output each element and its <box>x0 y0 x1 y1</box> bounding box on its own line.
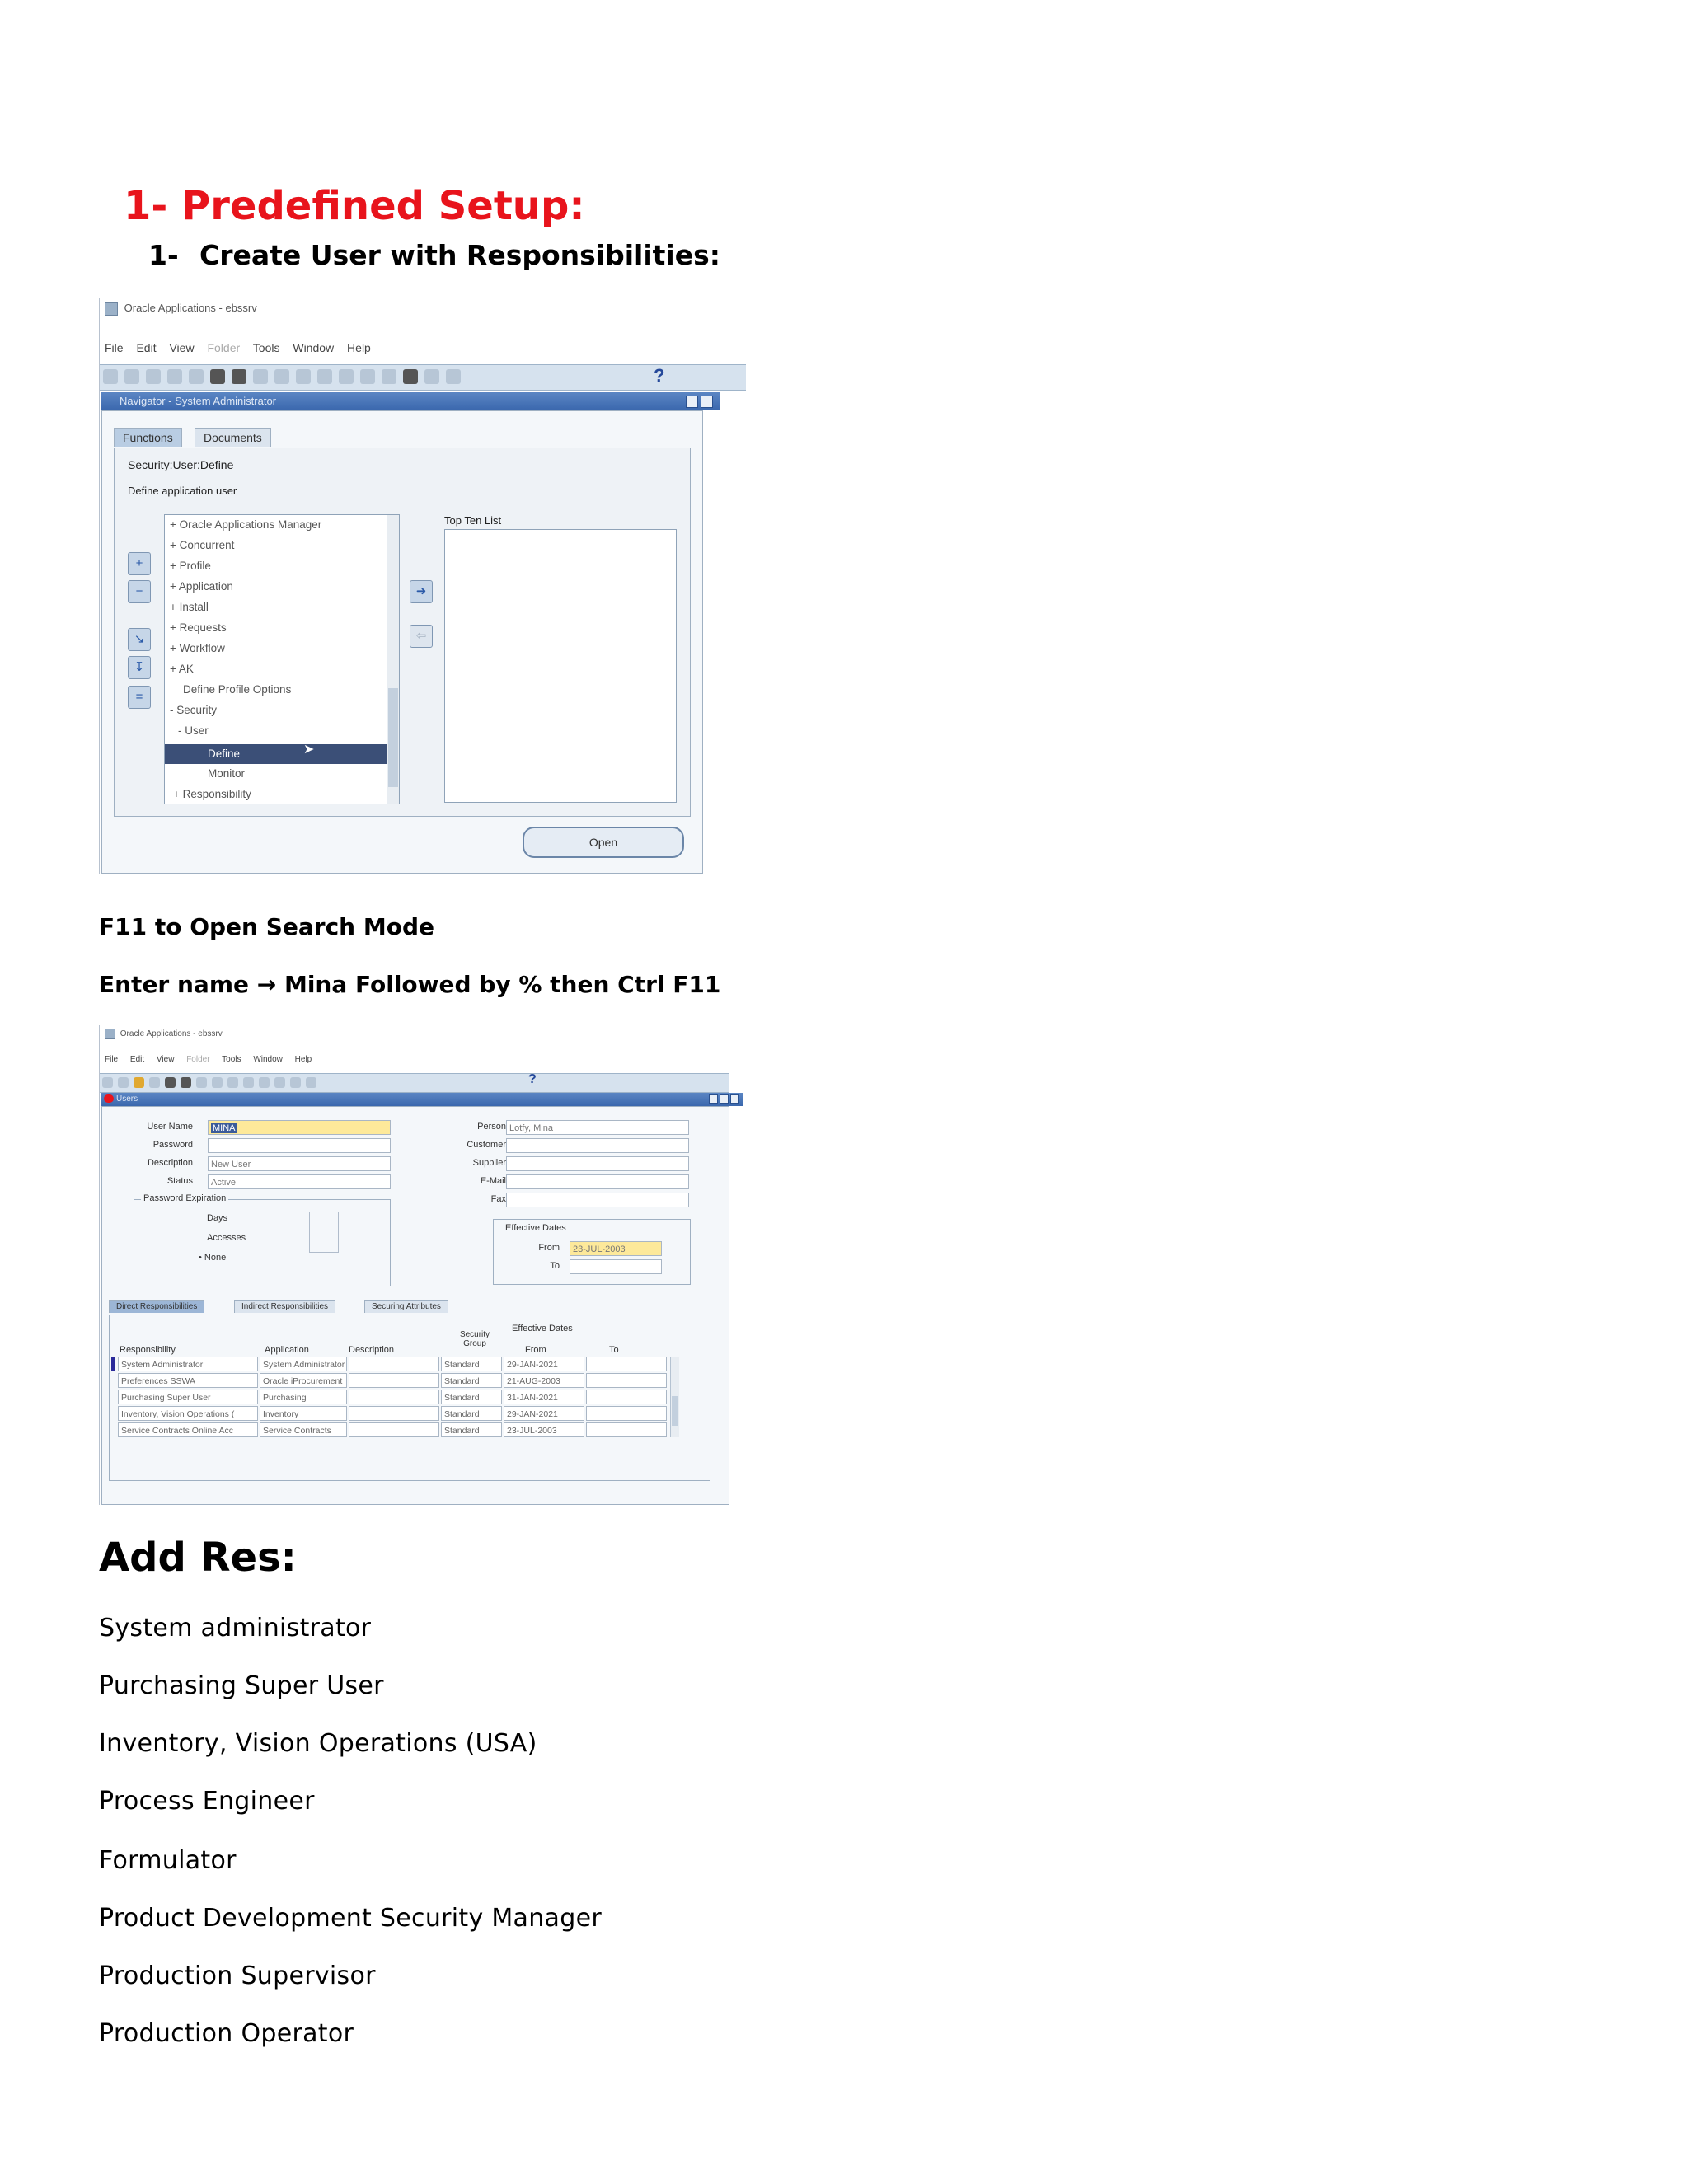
current-row-indicator <box>111 1357 115 1371</box>
email-field[interactable] <box>506 1174 689 1189</box>
navigator-title: Navigator - System Administrator <box>120 395 277 407</box>
navigator-screenshot <box>99 298 746 874</box>
responsibility-item: Purchasing Super User <box>99 1671 384 1700</box>
placeholder-icon[interactable] <box>446 369 461 384</box>
app-icon <box>105 302 118 316</box>
users-form-title: Users <box>116 1094 138 1104</box>
cell-security-group[interactable]: Standard <box>441 1422 502 1437</box>
tree-scrollbar[interactable] <box>387 515 399 804</box>
expand-icon[interactable]: + <box>128 552 151 575</box>
scroll-thumb[interactable] <box>672 1396 678 1426</box>
menu-file[interactable]: File <box>105 1055 119 1064</box>
menu-folder[interactable]: Folder <box>186 1055 210 1064</box>
mouse-cursor-icon: ➤ <box>303 743 315 757</box>
customer-field[interactable] <box>506 1138 689 1153</box>
password-expiration-group <box>134 1193 391 1286</box>
password-field[interactable] <box>208 1138 391 1153</box>
app-icon <box>105 1029 115 1039</box>
tree-item[interactable]: Define Profile Options <box>183 683 292 696</box>
responsibility-item: Inventory, Vision Operations (USA) <box>99 1729 537 1758</box>
top-ten-list[interactable] <box>444 529 677 803</box>
cell-to[interactable] <box>586 1406 667 1421</box>
grid-header-effective-dates: Effective Dates <box>512 1324 573 1333</box>
new-record-icon[interactable] <box>196 1077 207 1088</box>
tree-item[interactable]: + Workflow <box>170 642 225 654</box>
paste-icon[interactable] <box>259 1077 270 1088</box>
cell-to[interactable] <box>586 1373 667 1388</box>
toolbar <box>100 364 746 391</box>
none-option-selected[interactable]: • None <box>199 1253 227 1263</box>
person-label: Person <box>477 1122 506 1132</box>
new-icon[interactable] <box>103 369 118 384</box>
tree-item[interactable]: - Security <box>170 704 218 716</box>
clear-icon[interactable] <box>253 369 268 384</box>
email-label: E-Mail <box>480 1176 506 1186</box>
subsection-heading <box>148 239 720 271</box>
cell-from[interactable]: 29-JAN-2021 <box>504 1406 584 1421</box>
cell-application[interactable]: Oracle iProcurement <box>260 1373 347 1388</box>
cell-application[interactable]: System Administrator <box>260 1357 347 1371</box>
user-name-field[interactable]: MINA <box>208 1120 391 1135</box>
window-title: Oracle Applications - ebssrv <box>120 1029 223 1039</box>
help-icon[interactable]: ? <box>528 1072 537 1086</box>
function-description: Define application user <box>128 485 237 497</box>
find-icon[interactable] <box>118 1077 129 1088</box>
supplier-field[interactable] <box>506 1156 689 1171</box>
cell-to[interactable] <box>586 1422 667 1437</box>
instruction-step-2 <box>99 971 720 998</box>
print-icon[interactable] <box>165 1077 176 1088</box>
cell-description[interactable] <box>349 1422 439 1437</box>
grid-header-security-group: Security Group <box>459 1330 490 1348</box>
from-date-field[interactable]: 23-JUL-2003 <box>570 1241 662 1256</box>
effective-dates-group <box>493 1219 691 1285</box>
cell-responsibility[interactable]: Purchasing Super User <box>118 1390 258 1404</box>
tree-item-selected[interactable]: Define <box>165 744 387 764</box>
menu-help[interactable]: Help <box>294 1055 312 1064</box>
tree-item[interactable]: + Concurrent <box>170 539 235 551</box>
nav-icon[interactable] <box>146 369 161 384</box>
copy-icon[interactable] <box>296 369 311 384</box>
from-label: From <box>538 1243 560 1253</box>
cell-to[interactable] <box>586 1357 667 1371</box>
tab-indirect-responsibilities[interactable]: Indirect Responsibilities <box>234 1300 335 1313</box>
grid-header-responsibility: Responsibility <box>120 1345 176 1355</box>
fax-label: Fax <box>490 1194 506 1204</box>
new-record-icon[interactable] <box>232 369 246 384</box>
menu-edit[interactable]: Edit <box>136 341 157 354</box>
responsibility-item: System administrator <box>99 1614 372 1643</box>
password-expiration-label: Password Expiration <box>141 1193 228 1203</box>
toolbar <box>100 1073 729 1093</box>
menu-file[interactable]: File <box>105 341 124 354</box>
fax-field[interactable] <box>506 1193 689 1207</box>
menu-bar <box>105 1055 729 1064</box>
navigator-window <box>101 410 703 874</box>
zoom-icon[interactable] <box>382 369 396 384</box>
grid-header-application: Application <box>265 1345 309 1355</box>
tree-item[interactable]: + AK <box>170 663 194 675</box>
section-heading: 1- Predefined Setup: <box>124 183 585 229</box>
close-form-icon[interactable] <box>181 1077 191 1088</box>
edit-field-icon[interactable] <box>424 369 439 384</box>
users-form-screenshot <box>99 1025 729 1505</box>
menu-view[interactable]: View <box>169 341 195 354</box>
menu-help[interactable]: Help <box>347 341 371 354</box>
attach-icon[interactable] <box>290 1077 301 1088</box>
menu-window[interactable]: Window <box>253 1055 283 1064</box>
top-ten-label: Top Ten List <box>444 514 502 527</box>
instruction-step-1: F11 to Open Search Mode <box>99 913 434 940</box>
users-window <box>101 1106 729 1505</box>
function-tree[interactable] <box>164 514 400 804</box>
cell-security-group[interactable]: Standard <box>441 1406 502 1421</box>
responsibility-item: Process Engineer <box>99 1787 315 1816</box>
grid-header-description: Description <box>349 1345 395 1355</box>
cell-responsibility[interactable]: System Administrator <box>118 1357 258 1371</box>
responsibility-item: Formulator <box>99 1846 237 1875</box>
status-label: Status <box>166 1176 193 1186</box>
navigator-title-bar <box>101 392 720 410</box>
menu-edit[interactable]: Edit <box>129 1055 145 1064</box>
tree-item[interactable]: + Install <box>170 601 209 613</box>
grid-header-from: From <box>525 1345 546 1355</box>
customer-label: Customer <box>467 1140 506 1150</box>
to-label: To <box>550 1261 560 1271</box>
menu-view[interactable]: View <box>156 1055 175 1064</box>
collapse-all-icon[interactable]: = <box>128 686 151 709</box>
cell-description[interactable] <box>349 1406 439 1421</box>
effective-dates-label: Effective Dates <box>505 1223 566 1233</box>
window-title-bar <box>105 1029 729 1050</box>
cell-application[interactable]: Service Contracts <box>260 1422 347 1437</box>
menu-tools[interactable]: Tools <box>222 1055 241 1064</box>
print-icon[interactable] <box>189 369 204 384</box>
copy-icon[interactable] <box>243 1077 254 1088</box>
grid-scrollbar[interactable] <box>670 1357 679 1437</box>
scroll-thumb[interactable] <box>388 688 398 787</box>
responsibility-item: Product Development Security Manager <box>99 1904 602 1933</box>
tab-documents[interactable]: Documents <box>195 428 271 447</box>
translate-icon[interactable] <box>403 369 418 384</box>
arrow-icon: → <box>256 971 277 998</box>
zoom-icon[interactable] <box>306 1077 316 1088</box>
users-title-bar <box>101 1093 743 1106</box>
responsibility-item: Production Supervisor <box>99 1961 376 1990</box>
subsection-title: Create User with Responsibilities: <box>199 239 720 271</box>
close-form-icon[interactable] <box>210 369 225 384</box>
add-to-list-icon[interactable]: ➜ <box>410 580 433 603</box>
description-label: Description <box>147 1158 193 1168</box>
cell-description[interactable] <box>349 1390 439 1404</box>
minimize-icon[interactable] <box>686 396 698 408</box>
tab-securing-attributes[interactable]: Securing Attributes <box>364 1300 448 1313</box>
function-path: Security:User:Define <box>128 458 234 471</box>
accesses-option[interactable]: Accesses <box>207 1233 246 1243</box>
window-title: Oracle Applications - ebssrv <box>124 302 257 314</box>
cell-responsibility[interactable]: Preferences SSWA <box>118 1373 258 1388</box>
tree-item[interactable]: + Requests <box>170 621 227 634</box>
new-icon[interactable] <box>102 1077 113 1088</box>
cut-icon[interactable] <box>227 1077 238 1088</box>
menu-folder[interactable]: Folder <box>207 341 241 354</box>
grid-header-to: To <box>609 1345 619 1355</box>
cell-responsibility[interactable]: Inventory, Vision Operations ( <box>118 1406 258 1421</box>
remove-from-list-icon[interactable]: ⇦ <box>410 625 433 648</box>
maximize-icon[interactable] <box>701 396 713 408</box>
window-title-bar <box>105 302 746 323</box>
help-icon[interactable]: ? <box>654 365 665 386</box>
cell-from[interactable]: 23-JUL-2003 <box>504 1422 584 1437</box>
nav-icon[interactable] <box>134 1077 144 1088</box>
close-icon[interactable] <box>730 1094 739 1104</box>
menu-window[interactable]: Window <box>293 341 335 354</box>
cell-responsibility[interactable]: Service Contracts Online Acc <box>118 1422 258 1437</box>
to-date-field[interactable] <box>570 1259 662 1274</box>
instruction-prefix: Enter name <box>99 971 249 998</box>
clear-icon[interactable] <box>212 1077 223 1088</box>
person-field[interactable]: Lotfy, Mina <box>506 1120 689 1135</box>
open-button[interactable]: Open <box>523 827 684 858</box>
subsection-number: 1- <box>148 239 179 271</box>
cell-security-group[interactable]: Standard <box>441 1357 502 1371</box>
password-label: Password <box>152 1140 193 1150</box>
folder-icon[interactable] <box>339 369 354 384</box>
tree-item[interactable]: + Responsibility <box>173 788 251 800</box>
expiration-value-box[interactable] <box>309 1212 339 1253</box>
cell-description[interactable] <box>349 1373 439 1388</box>
days-option[interactable]: Days <box>207 1213 228 1223</box>
menu-tools[interactable]: Tools <box>252 341 280 354</box>
menu-bar <box>105 341 746 354</box>
cell-security-group[interactable]: Standard <box>441 1390 502 1404</box>
cell-security-group[interactable]: Standard <box>441 1373 502 1388</box>
tab-functions[interactable]: Functions <box>114 428 182 447</box>
responsibilities-panel <box>109 1315 710 1481</box>
save-icon[interactable] <box>167 369 182 384</box>
tab-direct-responsibilities[interactable]: Direct Responsibilities <box>109 1300 204 1313</box>
minimize-icon[interactable] <box>709 1094 718 1104</box>
cell-from[interactable]: 29-JAN-2021 <box>504 1357 584 1371</box>
paste-icon[interactable] <box>317 369 332 384</box>
description-field[interactable]: New User <box>208 1156 391 1171</box>
add-res-heading: Add Res: <box>99 1535 297 1581</box>
supplier-label: Supplier <box>472 1158 506 1168</box>
cell-application[interactable]: Inventory <box>260 1406 347 1421</box>
tree-item[interactable]: + Oracle Applications Manager <box>170 518 322 531</box>
folder-icon[interactable] <box>274 1077 285 1088</box>
tree-item[interactable]: Monitor <box>208 767 246 780</box>
attach-icon[interactable] <box>360 369 375 384</box>
instruction-suffix: Mina Followed by % then Ctrl F11 <box>284 971 721 998</box>
collapse-icon[interactable]: − <box>128 580 151 603</box>
cell-from[interactable]: 21-AUG-2003 <box>504 1373 584 1388</box>
cut-icon[interactable] <box>274 369 289 384</box>
cell-application[interactable]: Purchasing <box>260 1390 347 1404</box>
maximize-icon[interactable] <box>720 1094 729 1104</box>
functions-panel <box>114 448 691 817</box>
cell-from[interactable]: 31-JAN-2021 <box>504 1390 584 1404</box>
tree-item[interactable]: + Profile <box>170 560 211 572</box>
cell-to[interactable] <box>586 1390 667 1404</box>
close-window-icon[interactable] <box>104 1094 114 1103</box>
status-field[interactable]: Active <box>208 1174 391 1189</box>
cell-description[interactable] <box>349 1357 439 1371</box>
responsibility-item: Production Operator <box>99 2019 354 2048</box>
save-icon[interactable] <box>149 1077 160 1088</box>
expand-branch-icon[interactable]: ↘ <box>128 628 151 651</box>
tree-item[interactable]: + Application <box>170 580 233 593</box>
expand-all-icon[interactable]: ↧ <box>128 656 151 679</box>
find-icon[interactable] <box>124 369 139 384</box>
tree-item[interactable]: - User <box>178 724 209 737</box>
user-name-label: User Name <box>147 1122 193 1132</box>
